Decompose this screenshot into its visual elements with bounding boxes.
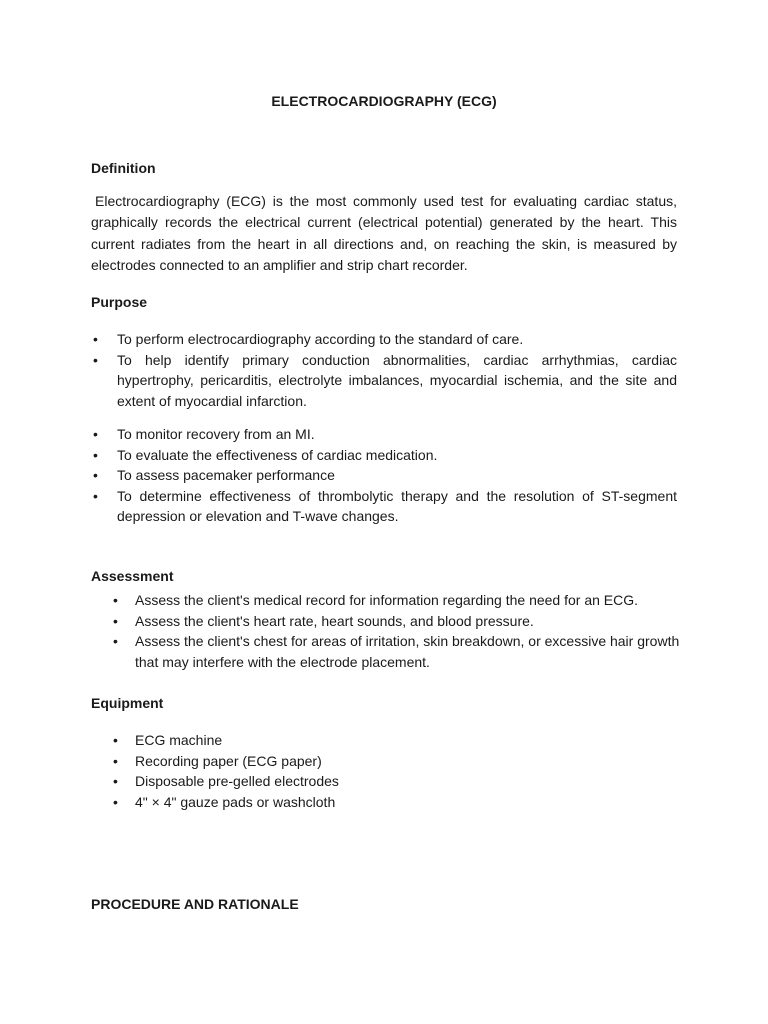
list-item-text: To assess pacemaker performance xyxy=(117,467,335,483)
list-item-text: Disposable pre-gelled electrodes xyxy=(135,773,339,789)
equipment-list xyxy=(113,730,680,812)
list-item xyxy=(113,611,680,632)
bullet-icon: • xyxy=(113,752,118,769)
bullet-icon: • xyxy=(93,351,98,368)
purpose-list-a xyxy=(93,329,677,411)
list-item-text: Assess the client's medical record for information regarding the need for an ECG. xyxy=(135,592,639,608)
bullet-icon: • xyxy=(113,793,118,810)
list-item-text: Recording paper (ECG paper) xyxy=(135,752,322,769)
list-item-text: ECG machine xyxy=(135,732,223,748)
list-item-text: To evaluate the effectiveness of cardiac medication. xyxy=(117,446,438,463)
bullet-icon: • xyxy=(93,467,98,483)
definition-heading: Definition xyxy=(91,160,156,176)
definition-text: Electrocardiography (ECG) is the most commonly used test for evaluating cardiac status, graphically records the electrical current (electrical potential) generated by the heart. This current radiates from the heart in all directions and, on reaching the skin, is measured by electrodes connected to an amplifier and strip chart recorder. xyxy=(91,193,677,273)
bullet-icon: • xyxy=(113,633,118,649)
list-item xyxy=(113,792,680,813)
list-item xyxy=(93,350,677,412)
list-item-text: To monitor recovery from an MI. xyxy=(117,426,315,442)
procedure-heading: PROCEDURE AND RATIONALE xyxy=(91,896,299,912)
list-item xyxy=(113,631,680,672)
list-item xyxy=(113,730,680,751)
list-item-text: Assess the client's heart rate, heart sounds, and blood pressure. xyxy=(135,612,534,629)
list-item-text: Assess the client's chest for areas of irritation, skin breakdown, or excessive hair growth that may interfere with the electrode placement. xyxy=(135,633,680,670)
list-item xyxy=(93,329,677,350)
bullet-icon: • xyxy=(113,592,118,608)
list-item xyxy=(93,445,677,466)
list-item xyxy=(93,486,677,527)
bullet-icon: • xyxy=(93,426,98,442)
list-item-text: 4" × 4" gauze pads or washcloth xyxy=(135,793,336,810)
list-item xyxy=(113,751,680,772)
equipment-heading: Equipment xyxy=(91,695,164,711)
bullet-icon: • xyxy=(113,612,118,629)
assessment-heading: Assessment xyxy=(91,568,174,584)
list-item xyxy=(93,424,677,445)
bullet-icon: • xyxy=(93,487,98,504)
list-item xyxy=(113,771,680,792)
list-item-text: To perform electrocardiography according to the standard of care. xyxy=(117,331,524,347)
list-item-text: To help identify primary conduction abnormalities, cardiac arrhythmias, cardiac hypertrophy, pericarditis, electrolyte imbalances, myocardial ischemia, and the site and extent of myocardial infarction. xyxy=(117,351,677,409)
bullet-icon: • xyxy=(113,732,118,748)
bullet-icon: • xyxy=(113,773,118,789)
document-title: ELECTROCARDIOGRAPHY (ECG) xyxy=(271,93,497,109)
list-item-text: To determine effectiveness of thrombolytic therapy and the resolution of ST-segment depression or elevation and T-wave changes. xyxy=(117,487,677,524)
list-item xyxy=(93,465,677,486)
bullet-icon: • xyxy=(93,446,98,463)
list-item xyxy=(113,590,680,611)
purpose-list-b xyxy=(93,424,677,527)
assessment-list xyxy=(113,590,680,672)
bullet-icon: • xyxy=(93,331,98,347)
purpose-heading: Purpose xyxy=(91,294,148,310)
